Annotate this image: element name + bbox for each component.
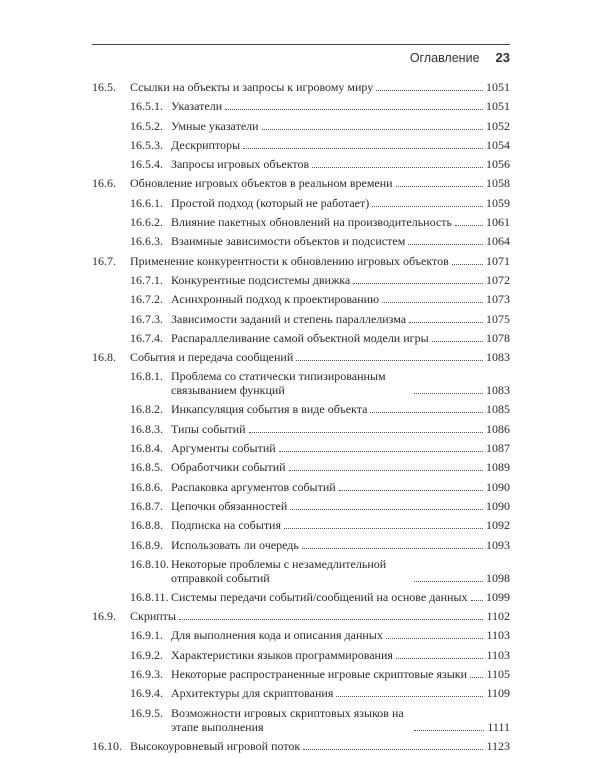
toc-dot-leader bbox=[372, 205, 483, 207]
toc-entry-page: 1109 bbox=[486, 686, 510, 701]
toc-dot-leader bbox=[290, 508, 483, 510]
toc-subsection-entry bbox=[92, 99, 510, 118]
toc-entry-body bbox=[171, 538, 510, 552]
toc-entry-title: Системы передачи событий/сообщений на основе данных bbox=[171, 589, 468, 604]
toc-entry-page: 1090 bbox=[486, 479, 510, 494]
toc-entry-page: 1087 bbox=[486, 441, 510, 456]
toc-dot-leader bbox=[382, 301, 483, 303]
toc-entry-body bbox=[171, 648, 510, 662]
toc-entry-page: 1093 bbox=[486, 537, 510, 552]
toc-dot-leader bbox=[408, 243, 483, 245]
toc-entry-number: 16.8. bbox=[92, 350, 116, 365]
toc-dot-leader bbox=[289, 469, 483, 471]
toc-entry-page: 1083 bbox=[486, 383, 510, 398]
toc-entry-body bbox=[130, 176, 510, 190]
toc-entry-body bbox=[130, 80, 510, 94]
toc-dot-leader bbox=[249, 431, 483, 433]
toc-dot-leader bbox=[353, 282, 483, 284]
toc-subsection-entry bbox=[92, 369, 510, 402]
toc-section-entry bbox=[92, 609, 510, 628]
toc-entry-title: Распараллеливание самой объектной модели игры bbox=[171, 330, 429, 345]
toc-entry-body bbox=[171, 369, 510, 397]
toc-entry-number: 16.8.9. bbox=[130, 537, 163, 552]
toc-entry-body bbox=[171, 441, 510, 455]
toc-entry-number: 16.7.3. bbox=[130, 311, 163, 326]
toc-entry-number: 16.6.1. bbox=[130, 195, 163, 210]
toc-entry-body bbox=[171, 590, 510, 604]
toc-dot-leader bbox=[414, 392, 483, 394]
toc-entry-title: Обработчики событий bbox=[171, 460, 286, 475]
toc-dot-leader bbox=[370, 411, 483, 413]
toc-entry-title: Некоторые распространенные игровые скриптовые языки bbox=[171, 667, 468, 682]
toc-dot-leader bbox=[243, 147, 483, 149]
toc-subsection-entry bbox=[92, 518, 510, 537]
toc-entry-number: 16.8.10. bbox=[130, 556, 169, 571]
toc-entry-body bbox=[171, 518, 510, 532]
toc-entry-title: События и передача сообщений bbox=[130, 350, 294, 365]
toc-subsection-entry bbox=[92, 273, 510, 292]
toc-entry-page: 1071 bbox=[486, 253, 510, 268]
toc-entry-body bbox=[171, 99, 510, 113]
toc-entry-title: Подписка на события bbox=[171, 518, 281, 533]
toc-entry-body bbox=[171, 667, 510, 681]
toc-dot-leader bbox=[296, 359, 483, 361]
toc-entry-page: 1090 bbox=[486, 498, 510, 513]
toc-dot-leader bbox=[396, 185, 483, 187]
toc-section-entry bbox=[92, 254, 510, 273]
toc-entry-page: 1054 bbox=[486, 137, 510, 152]
toc-entry-body bbox=[171, 273, 510, 287]
toc-entry-title: Влияние пакетных обновлений на производительность bbox=[171, 215, 452, 230]
toc-subsection-entry bbox=[92, 499, 510, 518]
toc-entry-page: 1052 bbox=[486, 118, 510, 133]
toc-entry-page: 1099 bbox=[486, 589, 510, 604]
toc-subsection-entry bbox=[92, 538, 510, 557]
toc-entry-number: 16.5. bbox=[92, 80, 116, 94]
toc-entry-number: 16.9. bbox=[92, 609, 116, 624]
toc-entry-page: 1089 bbox=[486, 460, 510, 475]
toc-entry-number: 16.6.3. bbox=[130, 234, 163, 249]
toc-subsection-entry bbox=[92, 667, 510, 686]
running-head-title: Оглавление bbox=[409, 51, 480, 65]
toc-subsection-entry bbox=[92, 138, 510, 157]
toc-entry-page: 1102 bbox=[486, 609, 510, 624]
toc-subsection-entry bbox=[92, 590, 510, 609]
toc-entry-body bbox=[130, 739, 510, 753]
toc-entry-page: 1103 bbox=[486, 628, 510, 643]
toc-entry-body bbox=[171, 499, 510, 513]
toc-entry-page: 1078 bbox=[486, 330, 510, 345]
toc-entry-page: 1103 bbox=[486, 647, 510, 662]
toc-entry-body bbox=[171, 460, 510, 474]
toc-entry-title: Характеристики языков программирования bbox=[171, 647, 393, 662]
toc-entry-body bbox=[171, 422, 510, 436]
toc-entry-number: 16.9.4. bbox=[130, 686, 163, 701]
toc-entry-number: 16.9.1. bbox=[130, 628, 163, 643]
toc-subsection-entry bbox=[92, 196, 510, 215]
toc-entry-page: 1092 bbox=[486, 518, 510, 533]
toc-entry-title: Цепочки обязанностей bbox=[171, 498, 288, 513]
toc-dot-leader bbox=[179, 618, 483, 620]
toc-section-entry bbox=[92, 350, 510, 369]
toc-entry-number: 16.7.2. bbox=[130, 292, 163, 307]
toc-entry-page: 1058 bbox=[486, 176, 510, 191]
toc-entry-body bbox=[171, 234, 510, 248]
toc-entry-number: 16.5.4. bbox=[130, 157, 163, 172]
toc-entry-page: 1073 bbox=[486, 292, 510, 307]
toc-section-entry bbox=[92, 80, 510, 99]
toc-entry-title: Типы событий bbox=[171, 421, 246, 436]
toc-entry-number: 16.8.7. bbox=[130, 498, 163, 513]
toc-entry-title: Указатели bbox=[171, 99, 223, 114]
toc-dot-leader bbox=[225, 108, 483, 110]
toc-entry-body bbox=[171, 215, 510, 229]
toc-entry-body bbox=[171, 119, 510, 133]
toc-entry-number: 16.8.11. bbox=[130, 589, 169, 604]
toc-entry-body bbox=[171, 157, 510, 171]
toc-entry-page: 1059 bbox=[486, 195, 510, 210]
toc-entry-page: 1083 bbox=[486, 350, 510, 365]
toc-dot-leader bbox=[414, 580, 483, 582]
toc-dot-leader bbox=[455, 224, 483, 226]
toc-dot-leader bbox=[409, 321, 483, 323]
toc-entry-title: Некоторые проблемы с незамедлительной отправкой событий bbox=[171, 556, 387, 585]
toc-entry-title: Дескрипторы bbox=[171, 137, 241, 152]
toc-entry-page: 1061 bbox=[486, 215, 510, 230]
toc-entry-title: Применение конкурентности к обновлению игровых объектов bbox=[130, 253, 449, 268]
toc-entry-body bbox=[171, 402, 510, 416]
toc-entry-body bbox=[130, 609, 510, 623]
toc-dot-leader bbox=[470, 676, 483, 678]
toc-dot-leader bbox=[386, 637, 484, 639]
toc-entry-number: 16.5.3. bbox=[130, 137, 163, 152]
toc-entry-number: 16.6. bbox=[92, 176, 116, 191]
toc-entry-body bbox=[130, 350, 510, 364]
toc-entry-page: 1098 bbox=[486, 570, 510, 585]
toc-subsection-entry bbox=[92, 157, 510, 176]
toc-entry-body bbox=[171, 138, 510, 152]
toc-subsection-entry bbox=[92, 480, 510, 499]
toc-subsection-entry bbox=[92, 460, 510, 479]
toc-entry-number: 16.8.3. bbox=[130, 421, 163, 436]
toc-entry-number: 16.7. bbox=[92, 253, 116, 268]
toc-entry-page: 1086 bbox=[486, 421, 510, 436]
toc-entry-title: Инкапсуляция события в виде объекта bbox=[171, 402, 368, 417]
toc-entry-page: 1123 bbox=[486, 738, 510, 753]
toc-dot-leader bbox=[396, 657, 484, 659]
toc-entry-title: Проблема со статически типизированным связыванием функций bbox=[171, 369, 386, 398]
toc-entry-number: 16.8.5. bbox=[130, 460, 163, 475]
toc-entry-body bbox=[171, 686, 510, 700]
toc-subsection-entry bbox=[92, 422, 510, 441]
toc-entry-page: 1111 bbox=[487, 719, 510, 734]
toc-entry-number: 16.9.3. bbox=[130, 667, 163, 682]
toc-entry-title: Архитектуры для скриптования bbox=[171, 686, 334, 701]
toc-entry-number: 16.8.1. bbox=[130, 369, 163, 384]
toc-dot-leader bbox=[336, 695, 483, 697]
toc-entry-title: Конкурентные подсистемы движка bbox=[171, 272, 351, 287]
table-of-contents bbox=[92, 80, 510, 758]
toc-entry-body bbox=[171, 706, 510, 734]
toc-entry-number: 16.7.1. bbox=[130, 272, 163, 287]
toc-section-entry bbox=[92, 176, 510, 195]
toc-entry-page: 1051 bbox=[486, 99, 510, 114]
toc-subsection-entry bbox=[92, 312, 510, 331]
toc-entry-number: 16.8.6. bbox=[130, 479, 163, 494]
toc-entry-number: 16.5.2. bbox=[130, 118, 163, 133]
toc-subsection-entry bbox=[92, 331, 510, 350]
toc-entry-body bbox=[171, 480, 510, 494]
page-number: 23 bbox=[495, 50, 510, 65]
toc-entry-page: 1051 bbox=[486, 80, 510, 94]
toc-entry-number: 16.8.4. bbox=[130, 441, 163, 456]
toc-entry-page: 1105 bbox=[486, 667, 510, 682]
toc-entry-body bbox=[171, 331, 510, 345]
toc-entry-number: 16.8.8. bbox=[130, 518, 163, 533]
toc-dot-leader bbox=[414, 729, 484, 731]
toc-subsection-entry bbox=[92, 234, 510, 253]
toc-dot-leader bbox=[302, 547, 483, 549]
toc-dot-leader bbox=[432, 340, 483, 342]
toc-dot-leader bbox=[279, 450, 483, 452]
header-rule bbox=[92, 44, 510, 45]
toc-subsection-entry bbox=[92, 402, 510, 421]
toc-entry-body bbox=[171, 312, 510, 326]
toc-entry-title: Для выполнения кода и описания данных bbox=[171, 628, 383, 643]
toc-dot-leader bbox=[376, 89, 483, 91]
toc-subsection-entry bbox=[92, 215, 510, 234]
toc-entry-body bbox=[171, 628, 510, 642]
toc-entry-title: Аргументы событий bbox=[171, 441, 276, 456]
toc-dot-leader bbox=[262, 128, 483, 130]
toc-entry-title: Ссылки на объекты и запросы к игровому миру bbox=[130, 80, 374, 94]
toc-entry-body bbox=[171, 557, 510, 585]
toc-entry-number: 16.9.2. bbox=[130, 647, 163, 662]
toc-entry-body bbox=[171, 292, 510, 306]
toc-subsection-entry bbox=[92, 706, 510, 739]
toc-entry-number: 16.8.2. bbox=[130, 402, 163, 417]
toc-dot-leader bbox=[312, 166, 483, 168]
toc-entry-number: 16.7.4. bbox=[130, 330, 163, 345]
toc-subsection-entry bbox=[92, 119, 510, 138]
toc-entry-title: Высокоуровневый игровой поток bbox=[130, 738, 301, 753]
toc-entry-title: Скрипты bbox=[130, 609, 176, 624]
toc-entry-title: Распаковка аргументов событий bbox=[171, 479, 336, 494]
toc-entry-page: 1064 bbox=[486, 234, 510, 249]
toc-entry-title: Возможности игровых скриптовых языков на этапе выполнения bbox=[171, 705, 404, 734]
toc-dot-leader bbox=[471, 599, 483, 601]
toc-entry-body bbox=[171, 196, 510, 210]
toc-entry-body bbox=[130, 254, 510, 268]
toc-subsection-entry bbox=[92, 441, 510, 460]
toc-dot-leader bbox=[284, 527, 483, 529]
toc-dot-leader bbox=[303, 748, 483, 750]
toc-entry-number: 16.5.1. bbox=[130, 99, 163, 114]
toc-entry-title: Использовать ли очередь bbox=[171, 537, 299, 552]
toc-entry-page: 1075 bbox=[486, 311, 510, 326]
toc-subsection-entry bbox=[92, 628, 510, 647]
toc-entry-title: Асинхронный подход к проектированию bbox=[171, 292, 380, 307]
toc-section-entry bbox=[92, 739, 510, 758]
toc-entry-title: Обновление игровых объектов в реальном времени bbox=[130, 176, 393, 191]
toc-entry-page: 1072 bbox=[486, 272, 510, 287]
toc-entry-number: 16.6.2. bbox=[130, 215, 163, 230]
toc-entry-page: 1056 bbox=[486, 157, 510, 172]
toc-subsection-entry bbox=[92, 557, 510, 590]
toc-subsection-entry bbox=[92, 686, 510, 705]
toc-entry-title: Простой подход (который не работает) bbox=[171, 195, 370, 210]
toc-entry-title: Запросы игровых объектов bbox=[171, 157, 310, 172]
toc-entry-title: Взаимные зависимости объектов и подсистем bbox=[171, 234, 406, 249]
toc-entry-page: 1085 bbox=[486, 402, 510, 417]
running-head bbox=[410, 50, 510, 65]
toc-subsection-entry bbox=[92, 648, 510, 667]
toc-entry-title: Зависимости заданий и степень параллелизма bbox=[171, 311, 407, 326]
toc-entry-number: 16.9.5. bbox=[130, 705, 163, 720]
toc-dot-leader bbox=[452, 263, 483, 265]
toc-entry-number: 16.10. bbox=[92, 738, 122, 753]
toc-entry-title: Умные указатели bbox=[171, 118, 259, 133]
toc-subsection-entry bbox=[92, 292, 510, 311]
toc-dot-leader bbox=[339, 489, 483, 491]
